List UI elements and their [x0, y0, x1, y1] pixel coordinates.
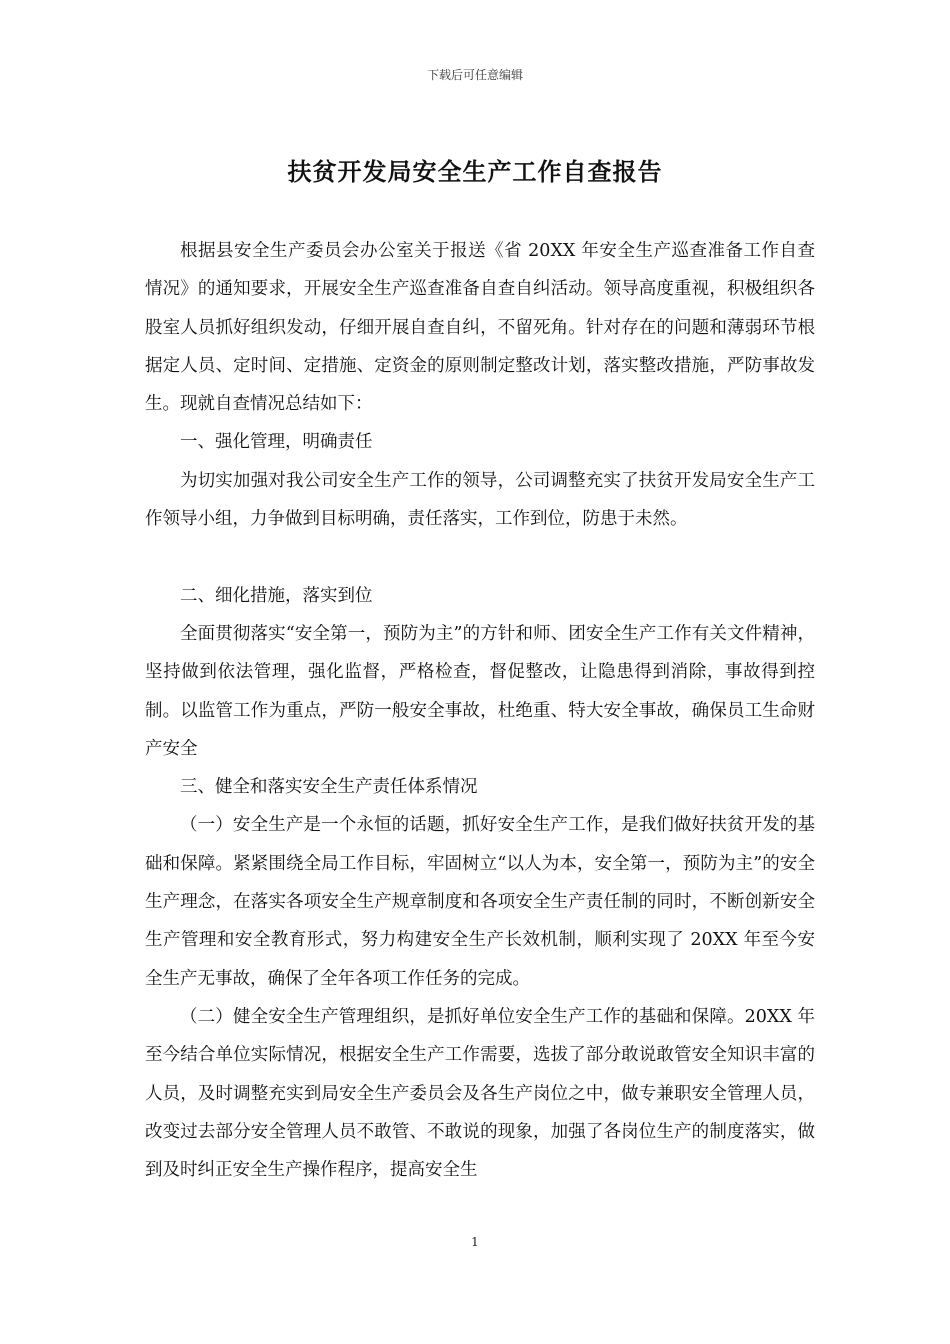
blank-line — [145, 538, 815, 576]
page-number: 1 — [471, 1235, 479, 1249]
header-note: 下载后可任意编辑 — [426, 68, 523, 82]
intro-paragraph: 根据县安全生产委员会办公室关于报送《省 20XX 年安全生产巡查准备工作自查情况》的通知要求，开展安全生产巡查准备自查自纠活动。领导高度重视，积极组织各股室人员抓好组织发动，仔细开展自查自纠，不留死角。针对存在的问题和薄弱环节根据定人员、定时间、定措施、定资金的原则制定整改计划，落实整改措施，严防事故发生。现就自查情况总结如下： — [145, 241, 815, 415]
section-3-paragraph-1: （一）安全生产是一个永恒的话题，抓好安全生产工作，是我们做好扶贫开发的基础和保障。紧紧围绕全局工作目标，牢固树立“以人为本，安全第一，预防为主”的安全生产理念，在落实各项安全生产规章制度和各项安全生产责任制的同时，不断创新安全生产管理和安全教育形式，努力构建安全生产长效机制，顺利实现了 20XX 年至今安全生产无事故，确保了全年各项工作任务的完成。 — [145, 815, 815, 989]
section-heading-2: 二、细化措施，落实到位 — [180, 585, 373, 606]
section-heading-3: 三、健全和落实安全生产责任体系情况 — [180, 777, 478, 798]
section-heading-1: 一、强化管理，明确责任 — [180, 432, 373, 453]
section-1-paragraph: 为切实加强对我公司安全生产工作的领导，公司调整充实了扶贫开发局安全生产工作领导小组，力争做到目标明确，责任落实，工作到位，防患于未然。 — [145, 470, 815, 530]
document-title: 扶贫开发局安全生产工作自查报告 — [287, 158, 663, 186]
document-body — [145, 232, 815, 1189]
section-2-paragraph: 全面贯彻落实“安全第一，预防为主”的方针和师、团安全生产工作有关文件精神，坚持做到依法管理，强化监督，严格检查，督促整改，让隐患得到消除，事故得到控制。以监管工作为重点，严防一般安全事故，杜绝重、特大安全事故，确保员工生命财产安全 — [145, 623, 815, 759]
section-3-paragraph-2: （二）健全安全生产管理组织，是抓好单位安全生产工作的基础和保障。20XX 年至今结合单位实际情况，根据安全生产工作需要，选拔了部分敢说敢管安全知识丰富的人员，及时调整充实到局安全生产委员会及各生产岗位之中，做专兼职安全管理人员，改变过去部分安全管理人员不敢管、不敢说的现象，加强了各岗位生产的制度落实，做到及时纠正安全生产操作程序，提高安全生 — [145, 1006, 815, 1181]
